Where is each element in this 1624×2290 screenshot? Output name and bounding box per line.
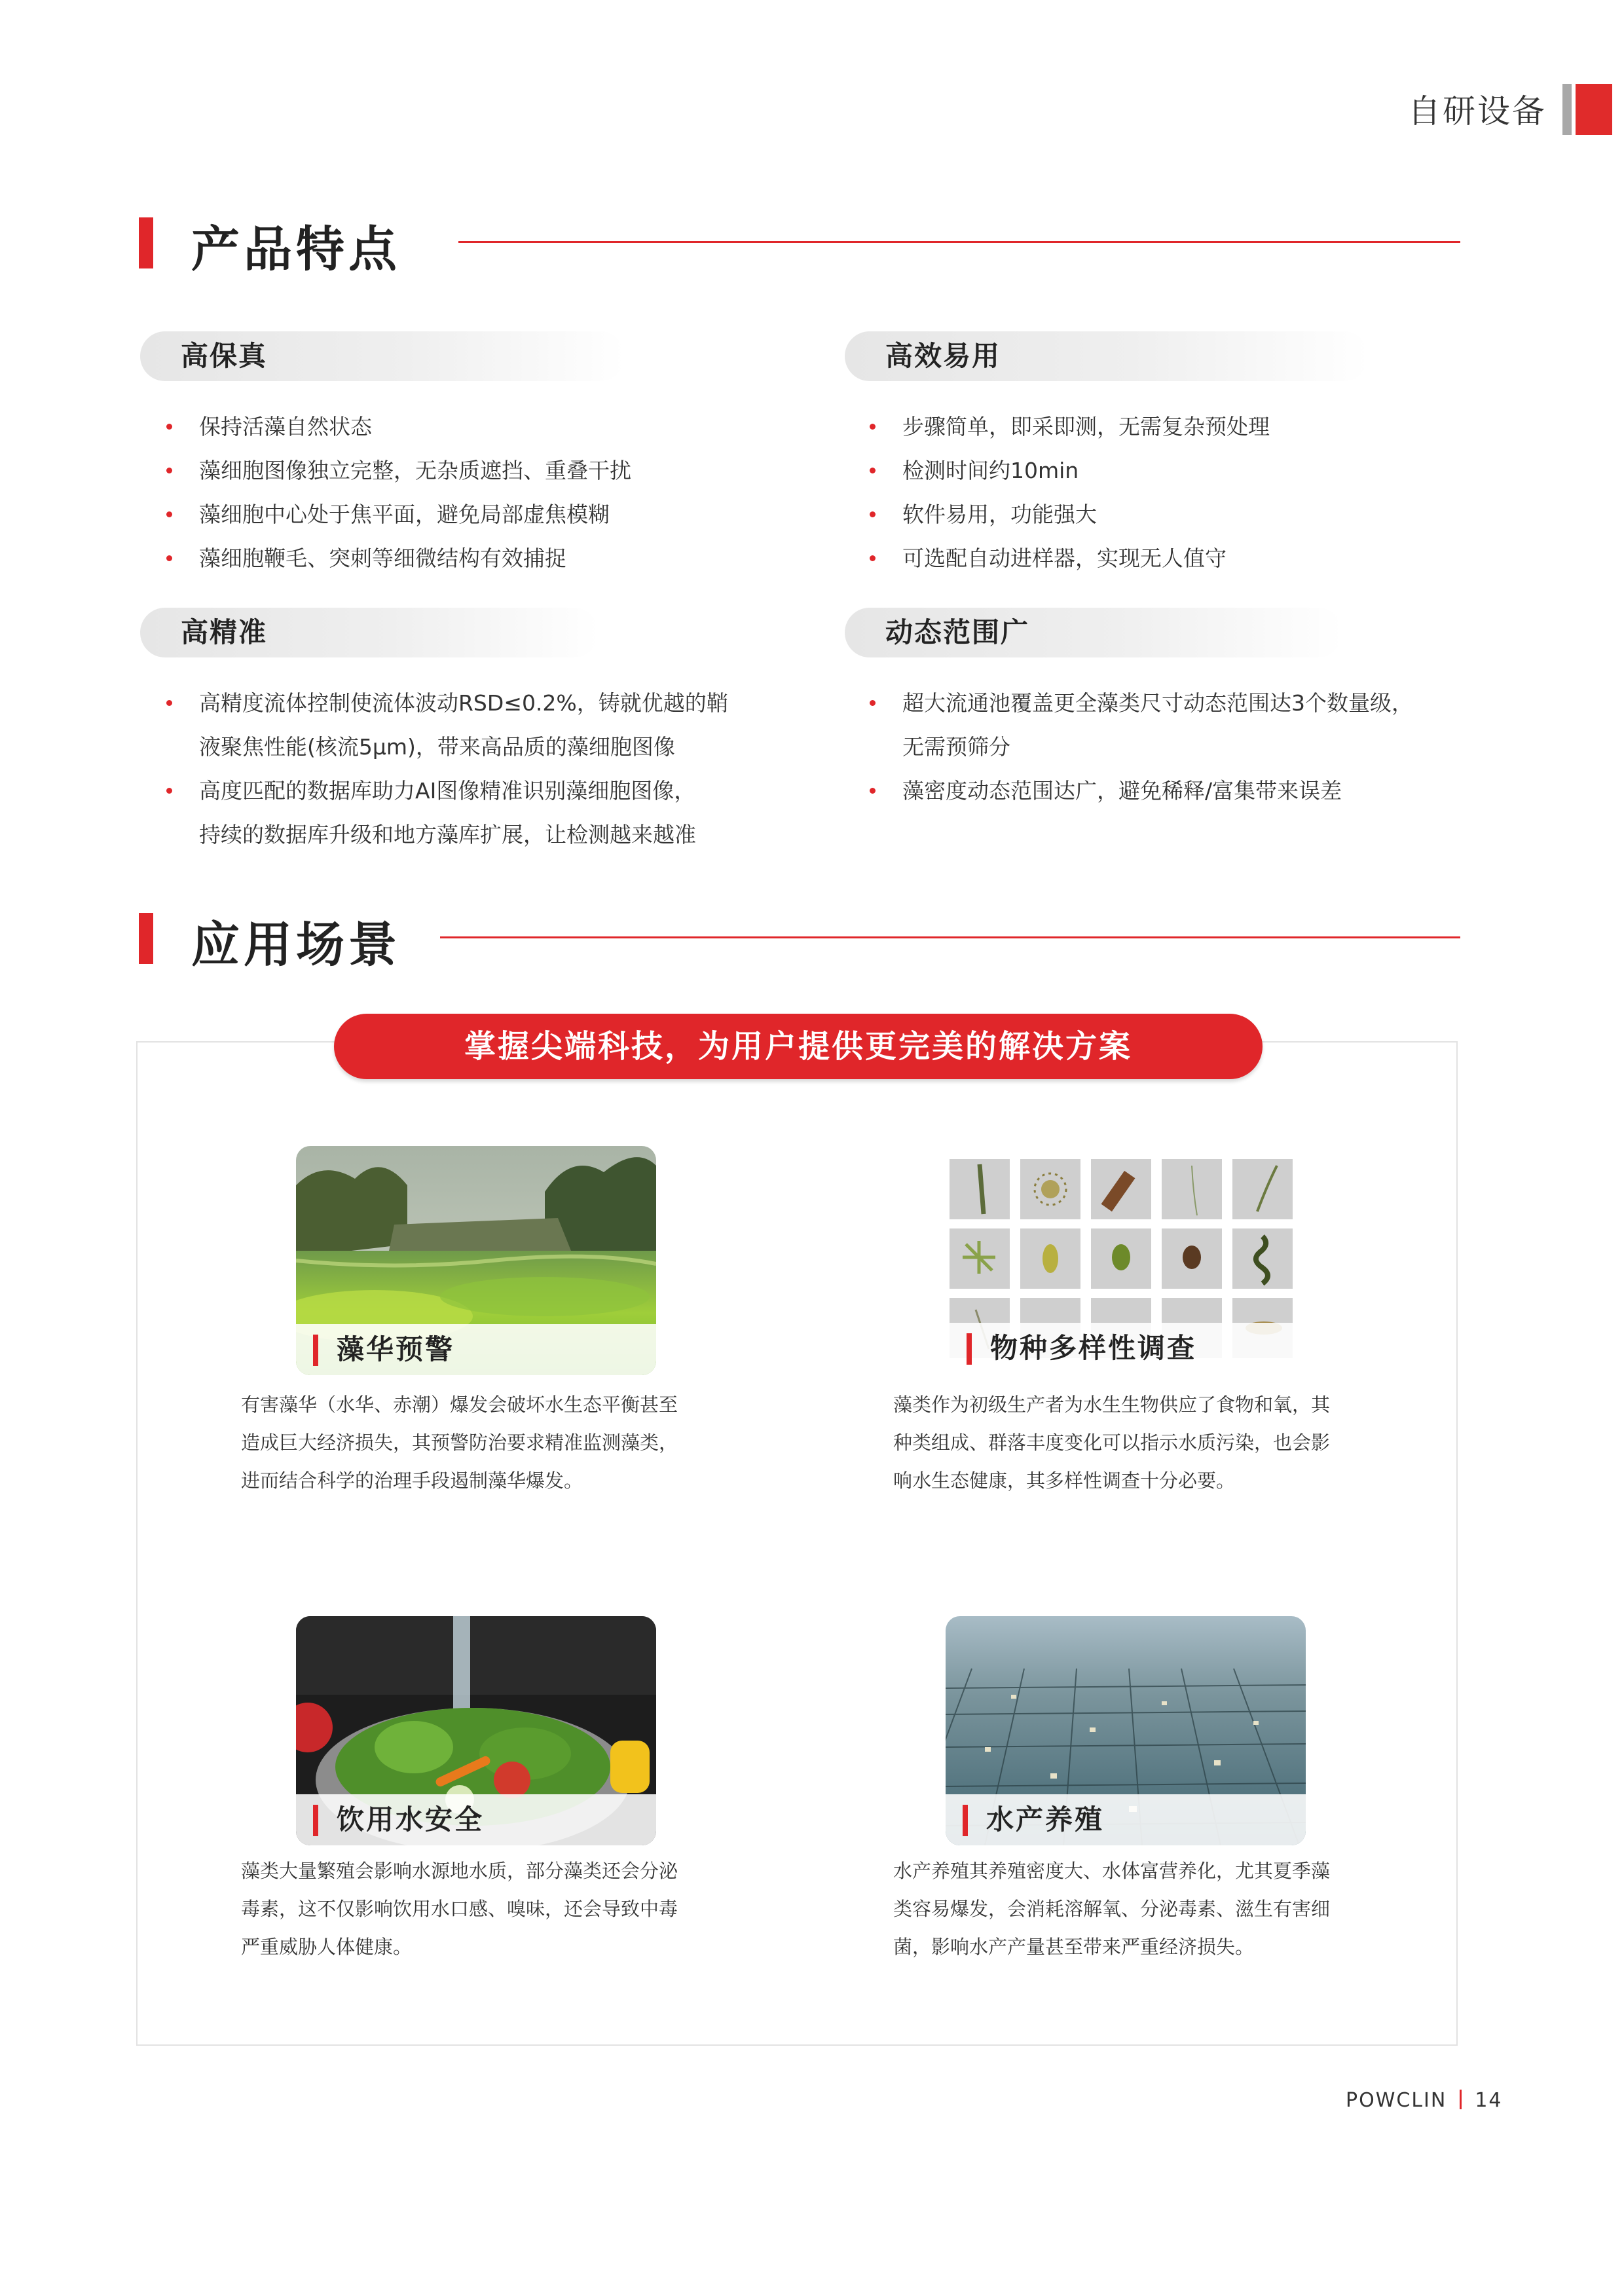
feature-title-fidelity: 高保真 — [140, 331, 625, 381]
list-item: 步骤简单，即采即测，无需复杂预处理 — [870, 405, 1459, 449]
feature-list-precision — [166, 681, 847, 857]
text-line: 菌，影响水产产量甚至带来严重经济损失。 — [893, 1936, 1255, 1958]
feature-list-fidelity — [166, 405, 821, 580]
list-item: 持续的数据库升级和地方藻库扩展，让检测越来越准 — [199, 822, 696, 847]
section-title-apps: 应用场景 — [191, 917, 401, 973]
list-item: 超大流通池覆盖更全藻类尺寸动态范围达3个数量级， — [870, 681, 1485, 725]
text-line: 藻类大量繁殖会影响水源地水质，部分藻类还会分泌 — [241, 1860, 678, 1882]
aquaculture-photo — [946, 1616, 1306, 1845]
card-label-species: 物种多样性调查 — [950, 1323, 1303, 1374]
list-item: 可选配自动进样器，实现无人值守 — [870, 536, 1459, 580]
feature-title-efficiency: 高效易用 — [845, 331, 1369, 381]
header-bar-gray — [1562, 84, 1572, 135]
list-item: 藻密度动态范围达广，避免稀释/富集带来误差 — [870, 769, 1485, 813]
page-number: 14 — [1475, 2089, 1503, 2112]
card-text-water — [241, 1852, 726, 1966]
section-marker — [139, 217, 153, 268]
text-line: 毒素，这不仅影响饮用水口感、嗅味，还会导致中毒 — [241, 1898, 678, 1920]
text-line: 水产养殖其养殖密度大、水体富营养化，尤其夏季藻 — [893, 1860, 1331, 1882]
section-marker — [139, 913, 153, 964]
text-line: 有害藻华（水华、赤潮）爆发会破坏水生态平衡甚至 — [241, 1394, 678, 1416]
text-line: 响水生态健康，其多样性调查十分必要。 — [893, 1469, 1236, 1492]
section-rule — [440, 936, 1460, 938]
text-line: 种类组成、群落丰度变化可以指示水质污染，也会影 — [893, 1431, 1331, 1454]
list-item: 检测时间约10min — [870, 449, 1459, 492]
card-text-bloom — [241, 1386, 726, 1500]
card-text-aquaculture — [893, 1852, 1378, 1966]
header-bar-red — [1576, 84, 1612, 135]
footer-divider — [1460, 2090, 1462, 2109]
text-line: 藻类作为初级生产者为水生生物供应了食物和氧，其 — [893, 1394, 1331, 1416]
text-line: 严重威胁人体健康。 — [241, 1936, 413, 1958]
brand-name: POWCLIN — [1346, 2089, 1447, 2112]
card-text-species — [893, 1386, 1378, 1500]
feature-title-precision: 高精准 — [140, 608, 599, 657]
algal-bloom-photo — [296, 1146, 656, 1375]
list-item: 无需预筛分 — [902, 734, 1010, 760]
section-title-features: 产品特点 — [191, 221, 401, 278]
text-line: 进而结合科学的治理手段遏制藻华爆发。 — [241, 1469, 583, 1492]
feature-title-range: 动态范围广 — [845, 608, 1342, 657]
drinking-water-photo — [296, 1616, 656, 1845]
list-item: 高度匹配的数据库助力AI图像精准识别藻细胞图像， — [166, 769, 847, 813]
list-item: 藻细胞图像独立完整，无杂质遮挡、重叠干扰 — [166, 449, 821, 492]
list-item: 液聚焦性能(核流5μm)，带来高品质的藻细胞图像 — [199, 734, 675, 760]
text-line: 造成巨大经济损失，其预警防治要求精准监测藻类， — [241, 1431, 678, 1454]
feature-list-range — [870, 681, 1485, 813]
page-footer — [1346, 2089, 1503, 2112]
list-item: 软件易用，功能强大 — [870, 492, 1459, 536]
list-item: 藻细胞中心处于焦平面，避免局部虚焦模糊 — [166, 492, 821, 536]
solutions-banner: 掌握尖端科技，为用户提供更完美的解决方案 — [334, 1014, 1263, 1079]
list-item: 藻细胞鞭毛、突刺等细微结构有效捕捉 — [166, 536, 821, 580]
card-label-water: 饮用水安全 — [296, 1794, 656, 1845]
feature-list-efficiency — [870, 405, 1459, 580]
list-item: 保持活藻自然状态 — [166, 405, 821, 449]
text-line: 类容易爆发，会消耗溶解氧、分泌毒素、滋生有害细 — [893, 1898, 1331, 1920]
list-item: 高精度流体控制使流体波动RSD≤0.2%，铸就优越的鞘 — [166, 681, 847, 725]
section-rule — [458, 241, 1460, 243]
card-label-aquaculture: 水产养殖 — [946, 1794, 1306, 1845]
header-tag: 自研设备 — [1408, 92, 1547, 130]
card-label-bloom: 藻华预警 — [296, 1324, 656, 1375]
species-grid-photo — [950, 1159, 1303, 1362]
